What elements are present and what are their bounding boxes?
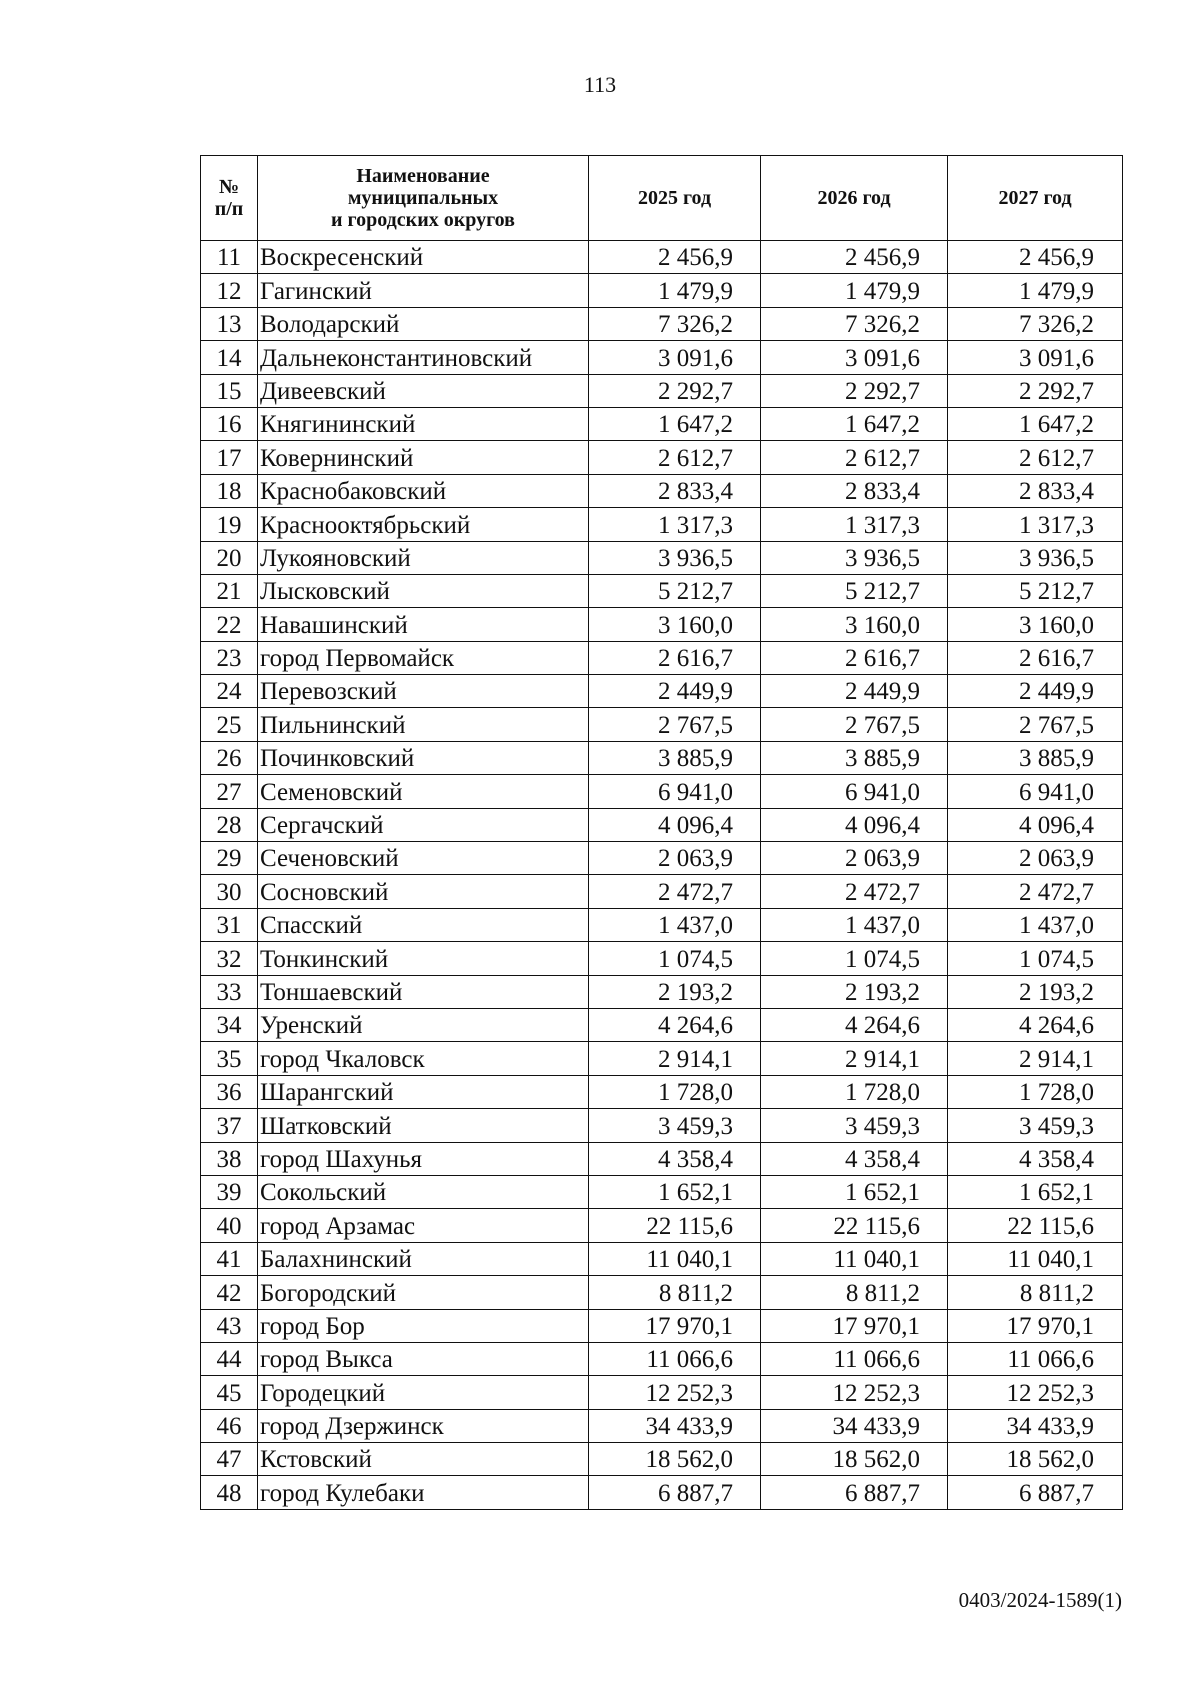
value-2026: 8 811,2 [761,1276,948,1309]
value-2026: 2 914,1 [761,1042,948,1075]
value-2027: 2 914,1 [948,1042,1123,1075]
municipality-name: Семеновский [258,775,589,808]
table-row [201,541,1123,574]
value-2025: 8 811,2 [589,1276,761,1309]
value-2026: 2 472,7 [761,875,948,908]
value-2025: 1 728,0 [589,1075,761,1108]
municipality-name: город Кулебаки [258,1476,589,1509]
value-2025: 4 096,4 [589,808,761,841]
header-name-line-2: муниципальных [347,187,499,209]
value-2027: 2 767,5 [948,708,1123,741]
value-2026: 1 647,2 [761,407,948,440]
table-row [201,908,1123,941]
table-row [201,441,1123,474]
value-2027: 1 437,0 [948,908,1123,941]
value-2025: 2 914,1 [589,1042,761,1075]
municipality-name: Лысковский [258,574,589,607]
row-number: 21 [201,574,258,607]
header-number [201,156,258,241]
table-row [201,641,1123,674]
row-number: 30 [201,875,258,908]
value-2025: 18 562,0 [589,1443,761,1476]
value-2026: 2 767,5 [761,708,948,741]
value-2027: 3 091,6 [948,341,1123,374]
value-2027: 18 562,0 [948,1443,1123,1476]
table-row [201,574,1123,607]
value-2026: 6 887,7 [761,1476,948,1509]
municipality-name: Уренский [258,1008,589,1041]
value-2025: 2 193,2 [589,975,761,1008]
value-2026: 7 326,2 [761,307,948,340]
value-2025: 1 437,0 [589,908,761,941]
value-2025: 2 616,7 [589,641,761,674]
value-2027: 5 212,7 [948,574,1123,607]
municipality-name: Лукояновский [258,541,589,574]
row-number: 47 [201,1443,258,1476]
row-number: 26 [201,741,258,774]
value-2025: 22 115,6 [589,1209,761,1242]
value-2025: 11 040,1 [589,1242,761,1275]
value-2027: 2 612,7 [948,441,1123,474]
value-2026: 1 728,0 [761,1075,948,1108]
value-2027: 11 066,6 [948,1342,1123,1375]
row-number: 32 [201,942,258,975]
value-2025: 3 160,0 [589,608,761,641]
header-name-line-1: Наименование [356,165,490,187]
value-2026: 1 074,5 [761,942,948,975]
municipality-name: Кстовский [258,1443,589,1476]
header-row [201,156,1123,241]
table-row [201,1175,1123,1208]
row-number: 27 [201,775,258,808]
value-2026: 2 456,9 [761,241,948,274]
value-2026: 4 264,6 [761,1008,948,1041]
municipality-name: Тонкинский [258,942,589,975]
value-2026: 1 437,0 [761,908,948,941]
municipality-name: Княгининский [258,407,589,440]
value-2025: 5 212,7 [589,574,761,607]
value-2027: 3 936,5 [948,541,1123,574]
municipality-name: Ковернинский [258,441,589,474]
table-row [201,708,1123,741]
table-row [201,274,1123,307]
table-row [201,942,1123,975]
value-2025: 3 936,5 [589,541,761,574]
value-2027: 6 887,7 [948,1476,1123,1509]
value-2027: 2 616,7 [948,641,1123,674]
value-2027: 22 115,6 [948,1209,1123,1242]
value-2027: 2 193,2 [948,975,1123,1008]
table-row [201,1476,1123,1509]
value-2027: 8 811,2 [948,1276,1123,1309]
value-2027: 1 479,9 [948,274,1123,307]
table-row [201,1109,1123,1142]
value-2026: 1 479,9 [761,274,948,307]
value-2027: 2 063,9 [948,842,1123,875]
value-2026: 4 096,4 [761,808,948,841]
row-number: 14 [201,341,258,374]
value-2027: 34 433,9 [948,1409,1123,1442]
row-number: 39 [201,1175,258,1208]
table-row [201,775,1123,808]
value-2026: 18 562,0 [761,1443,948,1476]
row-number: 33 [201,975,258,1008]
table-row [201,307,1123,340]
value-2026: 3 936,5 [761,541,948,574]
value-2027: 4 264,6 [948,1008,1123,1041]
municipality-name: Пильнинский [258,708,589,741]
row-number: 43 [201,1309,258,1342]
value-2025: 4 358,4 [589,1142,761,1175]
value-2025: 1 647,2 [589,407,761,440]
table-body [201,241,1123,1510]
value-2025: 1 479,9 [589,274,761,307]
value-2027: 1 074,5 [948,942,1123,975]
municipality-name: Сокольский [258,1175,589,1208]
value-2025: 2 472,7 [589,875,761,908]
municipality-name: Воскресенский [258,241,589,274]
municipality-name: город Арзамас [258,1209,589,1242]
municipality-name: Краснобаковский [258,474,589,507]
table-row [201,808,1123,841]
row-number: 34 [201,1008,258,1041]
row-number: 45 [201,1376,258,1409]
municipality-name: Тоншаевский [258,975,589,1008]
value-2026: 34 433,9 [761,1409,948,1442]
value-2027: 4 096,4 [948,808,1123,841]
value-2027: 3 160,0 [948,608,1123,641]
row-number: 15 [201,374,258,407]
municipality-name: город Выкса [258,1342,589,1375]
budget-table [200,155,1123,1510]
row-number: 31 [201,908,258,941]
value-2026: 3 160,0 [761,608,948,641]
value-2026: 3 885,9 [761,741,948,774]
table-row [201,1376,1123,1409]
row-number: 35 [201,1042,258,1075]
header-name-line-3: и городских округов [331,209,515,231]
value-2026: 2 292,7 [761,374,948,407]
value-2027: 2 472,7 [948,875,1123,908]
municipality-name: Богородский [258,1276,589,1309]
row-number: 36 [201,1075,258,1108]
municipality-name: Дальнеконстантиновский [258,341,589,374]
row-number: 23 [201,641,258,674]
value-2025: 6 887,7 [589,1476,761,1509]
municipality-name: город Бор [258,1309,589,1342]
table-row [201,608,1123,641]
table-row [201,875,1123,908]
value-2026: 2 616,7 [761,641,948,674]
value-2025: 34 433,9 [589,1409,761,1442]
value-2026: 1 652,1 [761,1175,948,1208]
value-2026: 3 091,6 [761,341,948,374]
value-2025: 2 833,4 [589,474,761,507]
value-2025: 7 326,2 [589,307,761,340]
row-number: 13 [201,307,258,340]
value-2027: 1 652,1 [948,1175,1123,1208]
row-number: 38 [201,1142,258,1175]
table-row [201,1042,1123,1075]
table-row [201,508,1123,541]
table-header [201,156,1123,241]
row-number: 11 [201,241,258,274]
value-2027: 1 647,2 [948,407,1123,440]
document-code: 0403/2024-1589(1) [958,1588,1122,1612]
value-2027: 2 833,4 [948,474,1123,507]
value-2027: 11 040,1 [948,1242,1123,1275]
municipality-name: Гагинский [258,274,589,307]
municipality-name: город Чкаловск [258,1042,589,1075]
value-2025: 2 456,9 [589,241,761,274]
value-2025: 2 612,7 [589,441,761,474]
header-name [258,156,589,241]
header-number-abbr: п/п [214,198,244,220]
table-row [201,1276,1123,1309]
header-year-2025: 2025 год [589,156,761,241]
value-2026: 11 066,6 [761,1342,948,1375]
value-2027: 3 459,3 [948,1109,1123,1142]
value-2025: 1 317,3 [589,508,761,541]
value-2026: 3 459,3 [761,1109,948,1142]
value-2026: 2 063,9 [761,842,948,875]
row-number: 29 [201,842,258,875]
value-2027: 2 292,7 [948,374,1123,407]
table-row [201,1008,1123,1041]
value-2027: 6 941,0 [948,775,1123,808]
value-2026: 1 317,3 [761,508,948,541]
value-2025: 3 459,3 [589,1109,761,1142]
municipality-name: Краснооктябрьский [258,508,589,541]
row-number: 24 [201,675,258,708]
municipality-name: Балахнинский [258,1242,589,1275]
value-2026: 17 970,1 [761,1309,948,1342]
municipality-name: город Первомайск [258,641,589,674]
table-row [201,407,1123,440]
value-2025: 3 091,6 [589,341,761,374]
row-number: 12 [201,274,258,307]
value-2027: 2 456,9 [948,241,1123,274]
value-2026: 5 212,7 [761,574,948,607]
row-number: 22 [201,608,258,641]
municipality-name: Володарский [258,307,589,340]
row-number: 17 [201,441,258,474]
table-row [201,1443,1123,1476]
municipality-name: город Шахунья [258,1142,589,1175]
row-number: 46 [201,1409,258,1442]
value-2026: 2 833,4 [761,474,948,507]
municipality-name: Навашинский [258,608,589,641]
row-number: 28 [201,808,258,841]
table-row [201,842,1123,875]
header-year-2027: 2027 год [948,156,1123,241]
value-2025: 11 066,6 [589,1342,761,1375]
table-row [201,675,1123,708]
table-row [201,1309,1123,1342]
table-row [201,341,1123,374]
municipality-name: Сеченовский [258,842,589,875]
row-number: 19 [201,508,258,541]
header-number-symbol: № [218,176,240,198]
value-2025: 6 941,0 [589,775,761,808]
value-2026: 2 449,9 [761,675,948,708]
table-row [201,741,1123,774]
table-row [201,1142,1123,1175]
value-2027: 3 885,9 [948,741,1123,774]
municipality-name: Починковский [258,741,589,774]
table-row [201,975,1123,1008]
value-2026: 12 252,3 [761,1376,948,1409]
row-number: 37 [201,1109,258,1142]
municipality-name: Перевозский [258,675,589,708]
municipality-name: Спасский [258,908,589,941]
table-row [201,1409,1123,1442]
value-2027: 2 449,9 [948,675,1123,708]
value-2025: 12 252,3 [589,1376,761,1409]
municipality-name: Сергачский [258,808,589,841]
value-2025: 2 292,7 [589,374,761,407]
header-year-2026: 2026 год [761,156,948,241]
value-2025: 3 885,9 [589,741,761,774]
row-number: 16 [201,407,258,440]
value-2025: 17 970,1 [589,1309,761,1342]
value-2025: 1 074,5 [589,942,761,975]
value-2025: 2 449,9 [589,675,761,708]
row-number: 44 [201,1342,258,1375]
table-row [201,1242,1123,1275]
value-2027: 1 728,0 [948,1075,1123,1108]
value-2026: 11 040,1 [761,1242,948,1275]
table-row [201,474,1123,507]
municipality-name: город Дзержинск [258,1409,589,1442]
row-number: 40 [201,1209,258,1242]
page-number: 113 [583,72,617,97]
row-number: 18 [201,474,258,507]
value-2026: 2 193,2 [761,975,948,1008]
value-2026: 22 115,6 [761,1209,948,1242]
municipality-name: Шарангский [258,1075,589,1108]
value-2027: 7 326,2 [948,307,1123,340]
value-2027: 4 358,4 [948,1142,1123,1175]
row-number: 42 [201,1276,258,1309]
municipality-name: Сосновский [258,875,589,908]
value-2025: 2 063,9 [589,842,761,875]
value-2026: 4 358,4 [761,1142,948,1175]
value-2026: 2 612,7 [761,441,948,474]
row-number: 20 [201,541,258,574]
value-2025: 2 767,5 [589,708,761,741]
row-number: 41 [201,1242,258,1275]
row-number: 25 [201,708,258,741]
row-number: 48 [201,1476,258,1509]
municipality-name: Дивеевский [258,374,589,407]
value-2027: 1 317,3 [948,508,1123,541]
municipality-name: Городецкий [258,1376,589,1409]
value-2025: 4 264,6 [589,1008,761,1041]
table-row [201,374,1123,407]
table-row [201,1075,1123,1108]
value-2027: 17 970,1 [948,1309,1123,1342]
table-row [201,241,1123,274]
value-2025: 1 652,1 [589,1175,761,1208]
municipality-name: Шатковский [258,1109,589,1142]
value-2026: 6 941,0 [761,775,948,808]
value-2027: 12 252,3 [948,1376,1123,1409]
table-row [201,1209,1123,1242]
table-row [201,1342,1123,1375]
